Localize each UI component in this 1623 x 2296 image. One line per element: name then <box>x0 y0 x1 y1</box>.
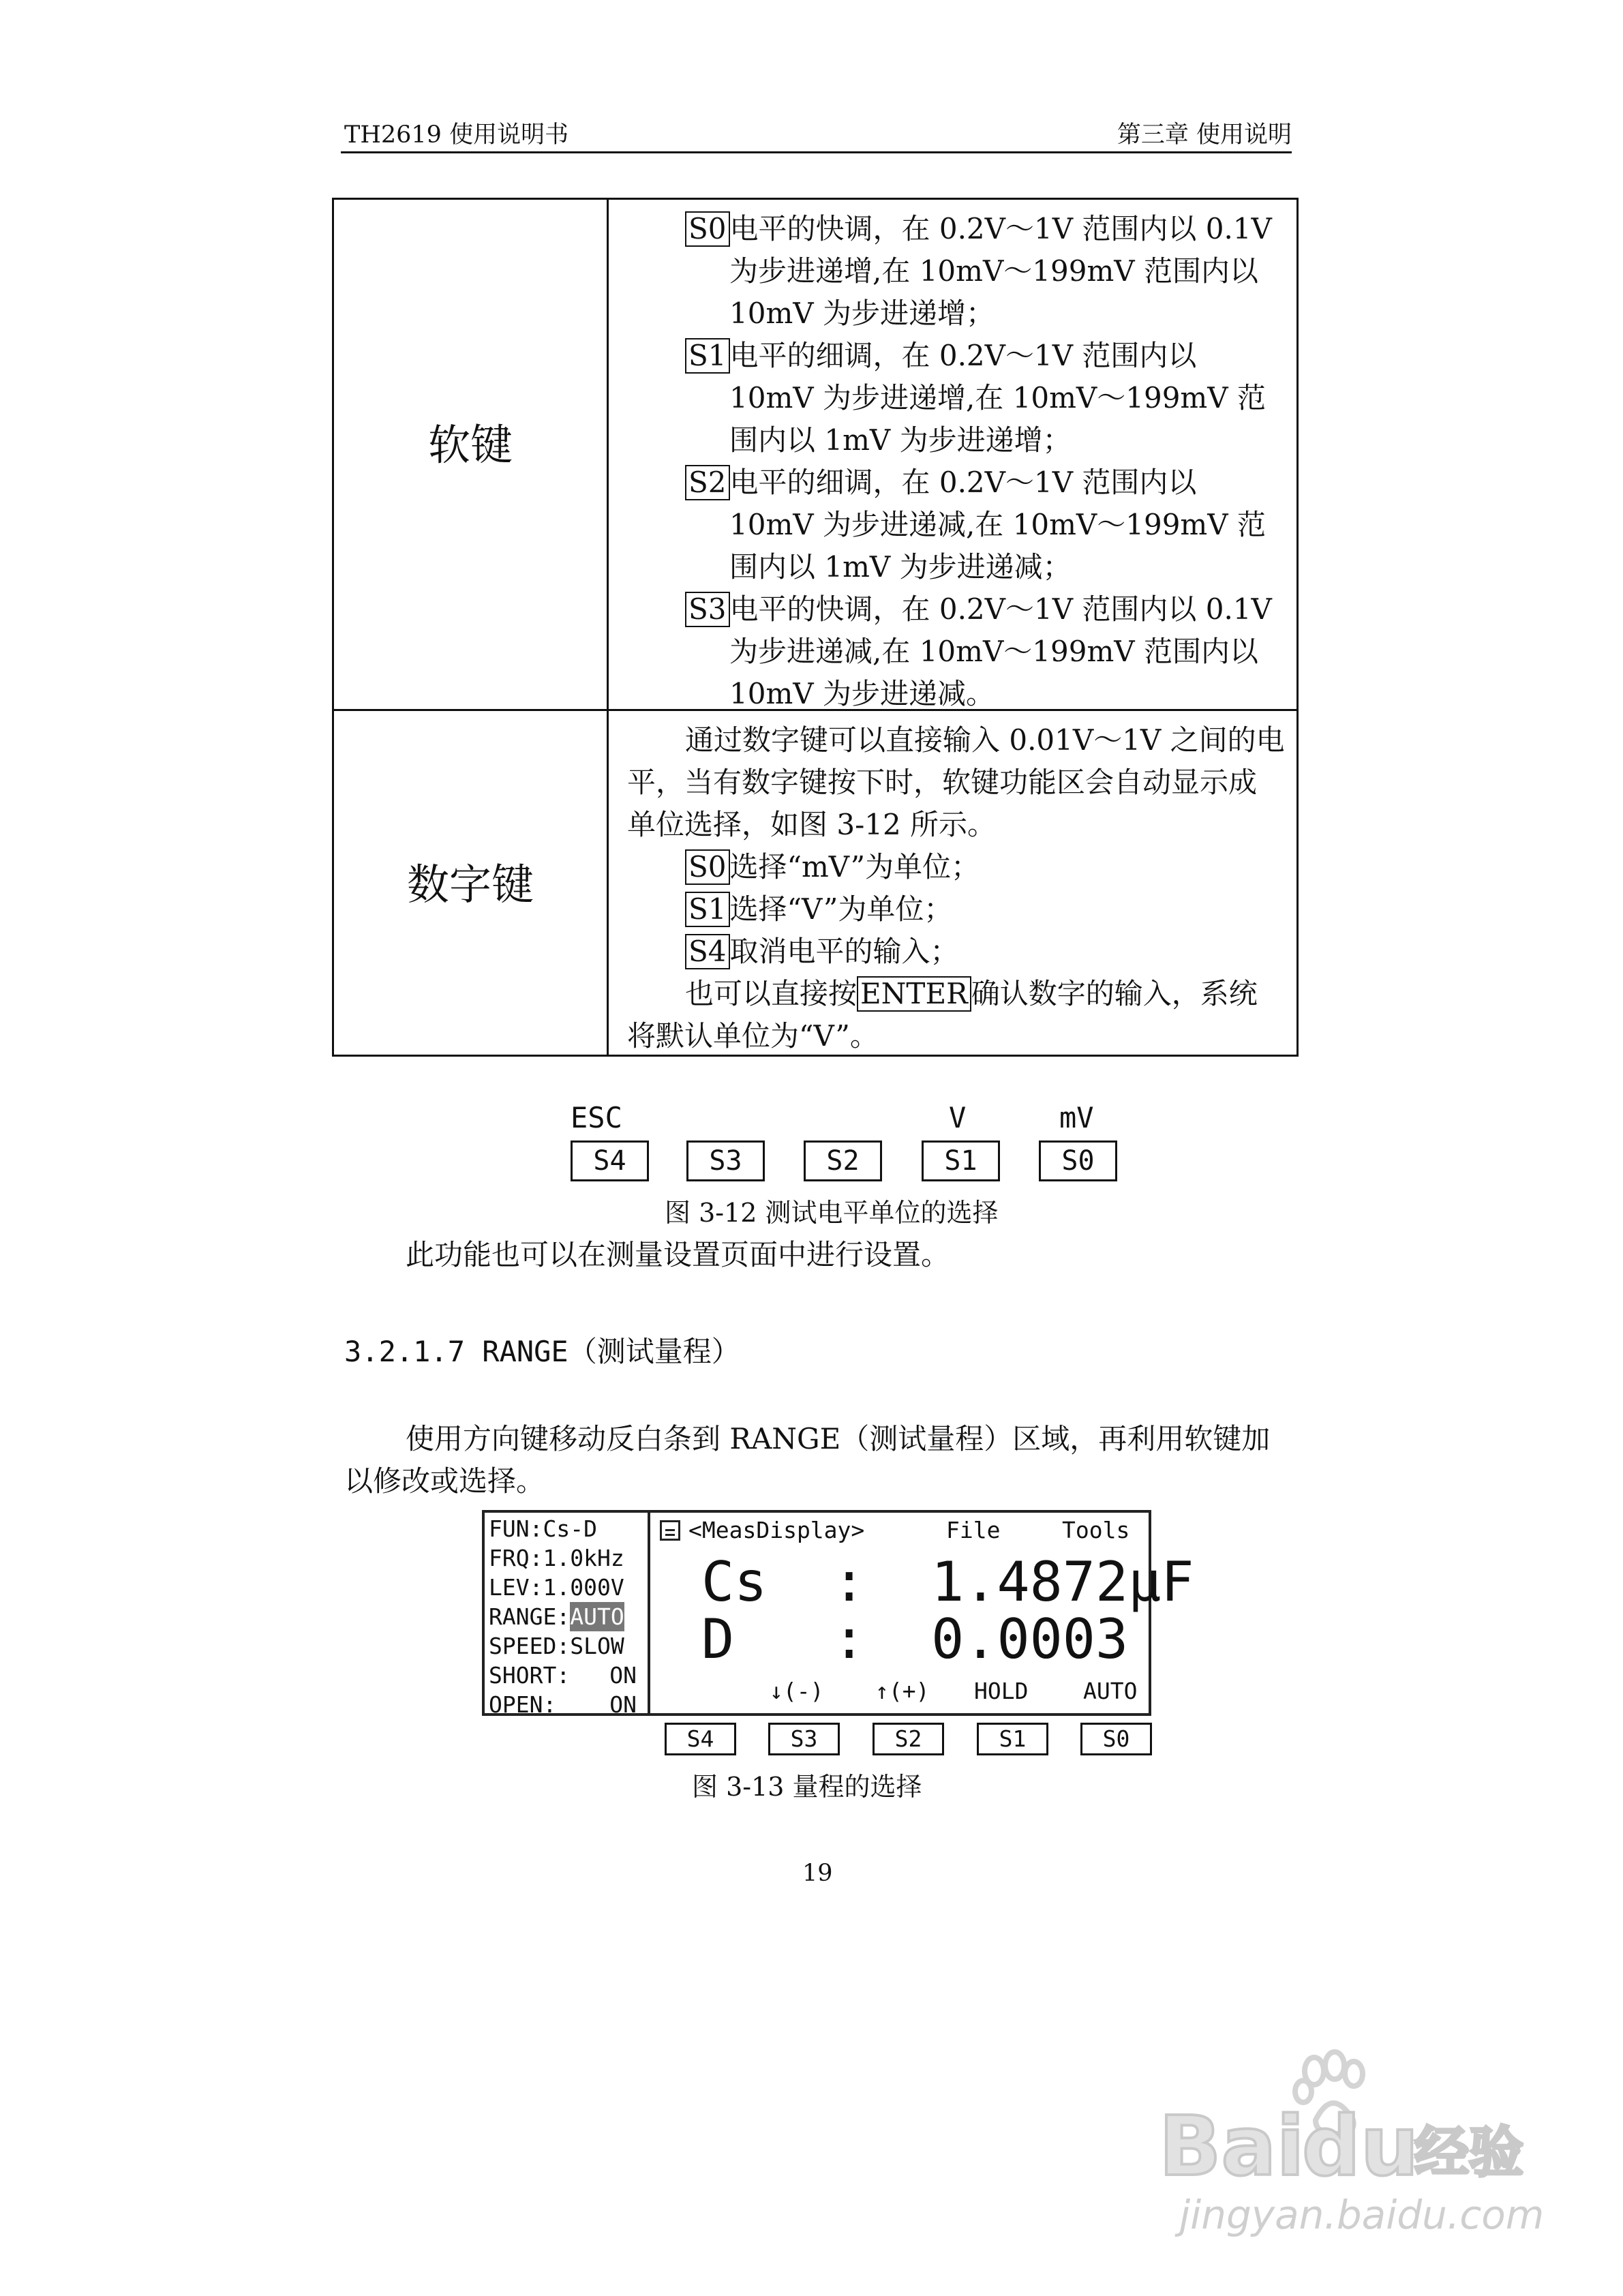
label-esc: ESC <box>571 1101 622 1134</box>
softlabel-down: ↓(-) <box>770 1678 824 1704</box>
softkey-item-s1 <box>685 335 1285 462</box>
softkey-s3: S3 <box>768 1723 840 1755</box>
param-lev <box>489 1573 643 1602</box>
numkey-item-s4 <box>685 931 1285 973</box>
key-box: S4 <box>685 934 730 969</box>
item-text: 选择“V”为单位； <box>729 892 953 926</box>
softkey-s1: S1 <box>922 1141 1000 1181</box>
lcd-screenshot <box>482 1510 1194 1718</box>
param-key: FUN: <box>489 1515 543 1542</box>
numkey-item-s1 <box>685 888 1285 931</box>
body-paragraph <box>344 1418 1295 1502</box>
item-text: 电平的快调，在 0.2V～1V 范围内以 0.1V 为步进递增,在 10mV～199mV 范围内以 10mV 为步进递增； <box>729 212 1272 330</box>
param-frq <box>489 1543 643 1573</box>
softkey-s2: S2 <box>873 1723 944 1755</box>
row-head-softkey: 软键 <box>427 420 513 470</box>
figure-3-13-caption: 图 3-13 量程的选择 <box>692 1772 922 1802</box>
measurement-secondary: D : 0.0003 <box>701 1607 1129 1671</box>
softkey-s0: S0 <box>1080 1723 1152 1755</box>
watermark-url: jingyan.baidu.com <box>1179 2192 1545 2238</box>
measurement-primary: Cs : 1.4872μF <box>701 1550 1194 1614</box>
key-box: S3 <box>685 592 730 627</box>
param-key: LEV: <box>489 1574 543 1601</box>
outro-post: 确认数字的输入，系统将默认单位为“V”。 <box>627 977 1258 1053</box>
lcd-topbar <box>660 1517 1142 1543</box>
lcd-param-panel <box>485 1513 650 1718</box>
figure-3-12-softkeys <box>571 1101 1119 1186</box>
param-value: ON <box>609 1662 637 1689</box>
softkey-s4: S4 <box>571 1141 649 1181</box>
row-content-numkey <box>627 719 1285 1057</box>
section-heading: 3.2.1.7 RANGE（测试量程） <box>344 1335 740 1368</box>
softkey-item-s2 <box>685 462 1285 588</box>
param-key: RANGE: <box>489 1603 571 1630</box>
figure-3-13-softkeys <box>482 1723 1151 1764</box>
lcd-display-panel <box>650 1513 1194 1713</box>
key-box: S1 <box>685 338 730 374</box>
menu-file: File <box>946 1517 1001 1543</box>
softlabel-hold: HOLD <box>974 1678 1029 1704</box>
body-paragraph-text: 使用方向键移动反白条到 RANGE（测试量程）区域，再利用软键加以修改或选择。 <box>344 1422 1271 1498</box>
item-text: 电平的快调，在 0.2V～1V 范围内以 0.1V 为步进递减,在 10mV～199mV 范围内以 10mV 为步进递减。 <box>729 592 1272 710</box>
param-value-highlighted: AUTO <box>570 1603 624 1630</box>
param-range <box>489 1602 643 1631</box>
key-box: S0 <box>685 849 730 885</box>
param-value: ON <box>609 1691 637 1718</box>
param-key: OPEN: <box>489 1691 557 1718</box>
softkey-s0: S0 <box>1039 1141 1117 1181</box>
label-v: V <box>949 1101 967 1134</box>
softkey-s3: S3 <box>686 1141 765 1181</box>
key-box: S1 <box>685 892 730 927</box>
numkey-outro <box>627 973 1285 1057</box>
outro-pre: 也可以直接按 <box>685 977 858 1010</box>
numkey-item-s0 <box>685 846 1285 888</box>
param-value: 1.0kHz <box>543 1545 624 1571</box>
page-title: <MeasDisplay> <box>688 1517 865 1543</box>
param-key: SPEED: <box>489 1633 571 1659</box>
item-text: 选择“mV”为单位； <box>729 850 980 883</box>
enter-key-box: ENTER <box>857 976 971 1012</box>
param-speed <box>489 1631 643 1661</box>
param-fun <box>489 1514 643 1543</box>
header-rule <box>341 151 1292 153</box>
svg-text:du: du <box>1302 2100 1419 2194</box>
param-short <box>489 1661 643 1690</box>
header-title: TH2619 使用说明书 <box>344 121 569 149</box>
param-value: Cs-D <box>543 1515 597 1542</box>
svg-text:Bai: Bai <box>1159 2100 1305 2194</box>
softlabel-up: ↑(+) <box>875 1678 930 1704</box>
header-chapter: 第三章 使用说明 <box>1117 121 1292 149</box>
softkey-s1: S1 <box>977 1723 1048 1755</box>
param-value: SLOW <box>570 1633 624 1659</box>
menu-icon <box>660 1520 680 1541</box>
param-key: SHORT: <box>489 1662 571 1689</box>
spec-table <box>332 198 1299 1057</box>
row-head-numkey: 数字键 <box>406 860 534 909</box>
softkey-s2: S2 <box>804 1141 882 1181</box>
softlabel-auto: AUTO <box>1083 1678 1138 1704</box>
baidu-jingyan-watermark <box>1152 2038 1545 2243</box>
page-number: 19 <box>802 1860 833 1887</box>
softkey-s4: S4 <box>665 1723 736 1755</box>
param-value: 1.000V <box>543 1574 624 1601</box>
table-divider-vertical <box>607 200 609 1055</box>
svg-text:经验: 经验 <box>1414 2121 1523 2184</box>
figure-3-12-caption: 图 3-12 测试电平单位的选择 <box>665 1198 999 1228</box>
baidu-logo-icon <box>1152 2038 1534 2195</box>
row-content-softkey <box>627 208 1285 715</box>
numkey-intro: 通过数字键可以直接输入 0.01V～1V 之间的电平，当有数字键按下时，软键功能区会自动显示成单位选择，如图 3-12 所示。 <box>627 723 1285 841</box>
key-box: S0 <box>685 211 730 247</box>
param-open <box>489 1690 643 1719</box>
softkey-item-s3 <box>685 588 1285 715</box>
item-text: 取消电平的输入； <box>729 935 959 968</box>
body-line: 此功能也可以在测量设置页面中进行设置。 <box>406 1238 950 1271</box>
softkey-item-s0 <box>685 208 1285 335</box>
label-mv: mV <box>1059 1101 1094 1134</box>
item-text: 电平的细调，在 0.2V～1V 范围内以 10mV 为步进递减,在 10mV～199mV 范围内以 1mV 为步进递减； <box>729 466 1266 584</box>
param-key: FRQ: <box>489 1545 543 1571</box>
menu-tools: Tools <box>1062 1517 1130 1543</box>
item-text: 电平的细调，在 0.2V～1V 范围内以 10mV 为步进递增,在 10mV～199mV 范围内以 1mV 为步进递增； <box>729 339 1266 457</box>
key-box: S2 <box>685 465 730 500</box>
